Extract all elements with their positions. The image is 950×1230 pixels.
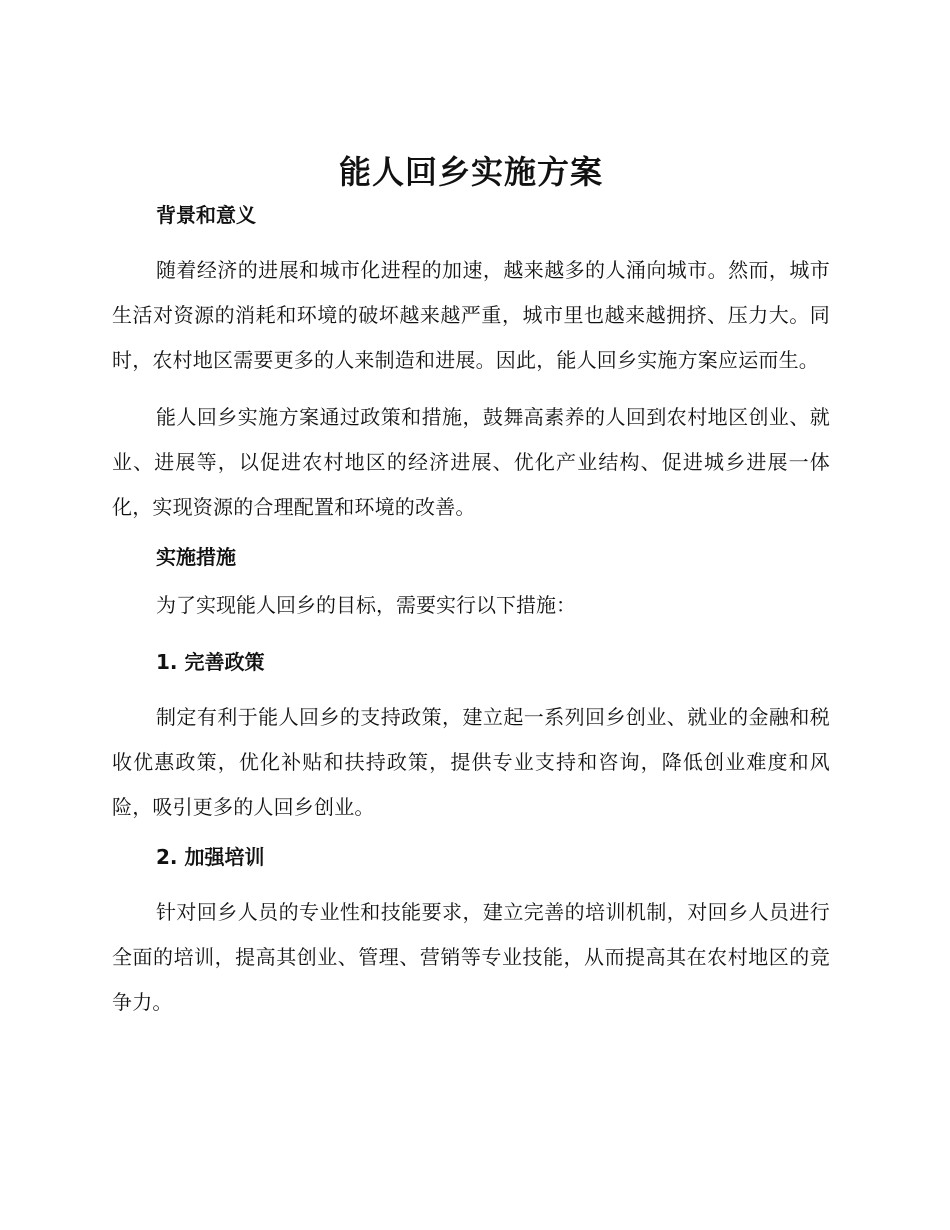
paragraph-policy: 制定有利于能人回乡的支持政策，建立起一系列回乡创业、就业的金融和税收优惠政策，优化补贴和扶持政策，提供专业支持和咨询，降低创业难度和风险，吸引更多的人回乡创业。 [112,705,830,819]
section-heading-measures: 实施措施 [156,545,236,569]
measures-intro: 为了实现能人回乡的目标，需要实行以下措施： [156,593,576,617]
document-body [112,150,830,1037]
subsection-heading-policy: 1. 完善政策 [156,650,265,674]
paragraph-background-2: 能人回乡实施方案通过政策和措施，鼓舞高素养的人回到农村地区创业、就业、进展等，以促进农村地区的经济进展、优化产业结构、促进城乡进展一体化，实现资源的合理配置和环境的改善。 [112,405,830,519]
section-heading-background: 背景和意义 [156,203,256,227]
document-title: 能人回乡实施方案 [338,153,603,191]
paragraph-background-1: 随着经济的进展和城市化进程的加速，越来越多的人涌向城市。然而，城市生活对资源的消耗和环境的破坏越来越严重，城市里也越来越拥挤、压力大。同时，农村地区需要更多的人来制造和进展。因此，能人回乡实施方案应运而生。 [112,258,830,372]
subsection-heading-training: 2. 加强培训 [156,845,265,869]
paragraph-training: 针对回乡人员的专业性和技能要求，建立完善的培训机制，对回乡人员进行全面的培训，提高其创业、管理、营销等专业技能，从而提高其在农村地区的竞争力。 [112,900,830,1014]
